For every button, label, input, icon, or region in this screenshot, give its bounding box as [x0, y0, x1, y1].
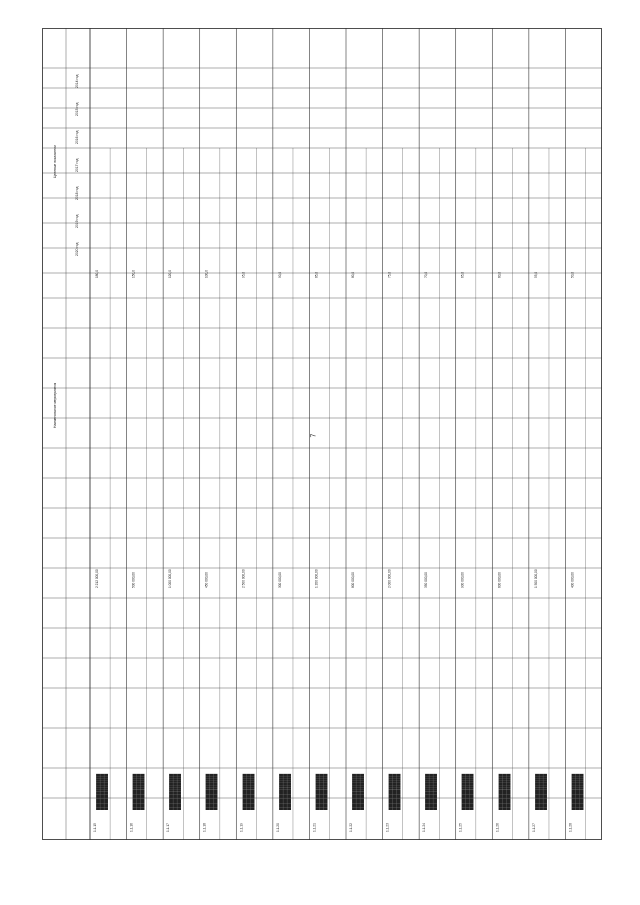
row-value: 600 000,00	[497, 572, 502, 588]
row-name-placeholder: ████████████████	[213, 773, 218, 810]
row-name-placeholder: ████████████████	[246, 773, 251, 810]
row-name-placeholder: ████████████████	[140, 773, 145, 810]
row-name-placeholder: ████████████████	[323, 773, 328, 810]
row-value: 450 000,00	[204, 572, 209, 588]
row-code: 1.1.27	[531, 823, 536, 832]
rotated-table-sheet	[42, 28, 602, 840]
row-name-placeholder: ████████████████	[250, 773, 255, 810]
header-title: Наименование мероприятия	[53, 382, 57, 428]
row-code: 1.1.28	[568, 823, 573, 832]
row-name-placeholder: ████████████████	[356, 773, 360, 810]
row-indicator: 60,0	[497, 271, 502, 278]
row-name-placeholder: ████████████████	[209, 773, 214, 810]
row-name-placeholder: ████████████████	[104, 773, 108, 810]
row-code: 1.1.16	[129, 823, 134, 832]
row-value: 2 212 000,00	[95, 569, 99, 588]
row-indicator: 85,0	[314, 271, 319, 278]
row-name-placeholder: ████████████████	[429, 773, 434, 810]
row-name-placeholder: ████████████████	[100, 773, 104, 810]
row-value: 800 000,00	[351, 572, 355, 588]
row-code: 1.1.19	[239, 823, 244, 832]
row-value: 1 200 000,00	[314, 569, 319, 588]
row-name-placeholder: ████████████████	[396, 773, 401, 810]
row-value: 900 000,00	[460, 572, 465, 588]
row-value: 300 000,00	[277, 572, 282, 588]
row-name-placeholder: ████████████████	[352, 773, 356, 810]
row-name-placeholder: ████████████████	[579, 773, 584, 810]
row-code: 1.1.23	[385, 823, 390, 832]
row-indicator: 95,0	[241, 271, 246, 278]
row-name-placeholder: ████████████████	[96, 773, 100, 810]
row-value: 400 000,00	[570, 572, 575, 588]
row-indicator: 90,0	[277, 271, 282, 278]
row-name-placeholder: ████████████████	[433, 773, 438, 810]
row-indicator: 50,0	[570, 271, 575, 278]
row-name-placeholder: ████████████████	[132, 773, 137, 810]
row-name-placeholder: ████████████████	[502, 773, 507, 810]
row-name-placeholder: ████████████████	[205, 773, 210, 810]
row-value: 2 500 000,00	[241, 569, 246, 588]
row-indicator: 150,0	[131, 270, 136, 278]
year-header: 2017 год	[75, 158, 79, 172]
row-value: 350 000,00	[424, 572, 429, 588]
row-name-placeholder: ████████████████	[392, 773, 397, 810]
row-name-placeholder: ████████████████	[360, 773, 364, 810]
row-name-placeholder: ████████████████	[534, 773, 539, 810]
row-indicator: 100,0	[204, 270, 209, 278]
year-header: 2016 год	[75, 130, 79, 144]
row-name-placeholder: ████████████████	[461, 773, 466, 810]
row-code: 1.1.26	[495, 823, 500, 832]
row-name-placeholder: ████████████████	[278, 773, 283, 810]
row-name-placeholder: ████████████████	[177, 773, 182, 810]
row-indicator: 75,0	[387, 271, 392, 278]
row-name-placeholder: ████████████████	[136, 773, 141, 810]
row-code: 1.1.22	[349, 823, 353, 832]
row-name-placeholder: ████████████████	[506, 773, 511, 810]
year-header: 2018 год	[75, 186, 79, 200]
row-name-placeholder: ████████████████	[469, 773, 474, 810]
row-code: 1.1.15	[93, 823, 97, 832]
row-code: 1.1.21	[312, 823, 317, 832]
row-indicator: 180,0	[95, 270, 99, 278]
row-name-placeholder: ████████████████	[242, 773, 247, 810]
row-value: 500 000,00	[131, 572, 136, 588]
header-title: Целевые показатели	[53, 145, 57, 178]
row-indicator: 55,0	[533, 271, 538, 278]
year-header: 2014 год	[75, 74, 79, 88]
row-name-placeholder: ████████████████	[465, 773, 470, 810]
row-name-placeholder: ████████████████	[173, 773, 178, 810]
row-code: 1.1.24	[422, 823, 427, 832]
row-name-placeholder: ████████████████	[315, 773, 320, 810]
row-name-placeholder: ████████████████	[571, 773, 576, 810]
row-value: 1 500 000,00	[533, 569, 538, 588]
row-indicator: 70,0	[424, 271, 429, 278]
row-name-placeholder: ████████████████	[498, 773, 503, 810]
row-name-placeholder: ████████████████	[169, 773, 174, 810]
page-number: 7	[310, 433, 318, 438]
row-value: 2 000 000,00	[387, 569, 392, 588]
row-name-placeholder: ████████████████	[282, 773, 287, 810]
row-indicator: 120,0	[168, 270, 173, 278]
table-grid	[42, 28, 602, 840]
year-header: 2015 год	[75, 102, 79, 116]
row-code: 1.1.25	[458, 823, 463, 832]
row-indicator: 65,0	[460, 271, 465, 278]
row-indicator: 80,0	[351, 271, 355, 278]
year-header: 2020 год	[75, 242, 79, 256]
row-code: 1.1.18	[202, 823, 207, 832]
row-name-placeholder: ████████████████	[538, 773, 543, 810]
row-name-placeholder: ████████████████	[542, 773, 547, 810]
row-name-placeholder: ████████████████	[575, 773, 580, 810]
row-name-placeholder: ████████████████	[286, 773, 291, 810]
row-code: 1.1.17	[166, 823, 171, 832]
year-header: 2019 год	[75, 214, 79, 228]
row-name-placeholder: ████████████████	[388, 773, 393, 810]
row-name-placeholder: ████████████████	[425, 773, 430, 810]
row-code: 1.1.20	[275, 823, 280, 832]
row-name-placeholder: ████████████████	[319, 773, 324, 810]
row-value: 1 000 000,00	[168, 569, 173, 588]
